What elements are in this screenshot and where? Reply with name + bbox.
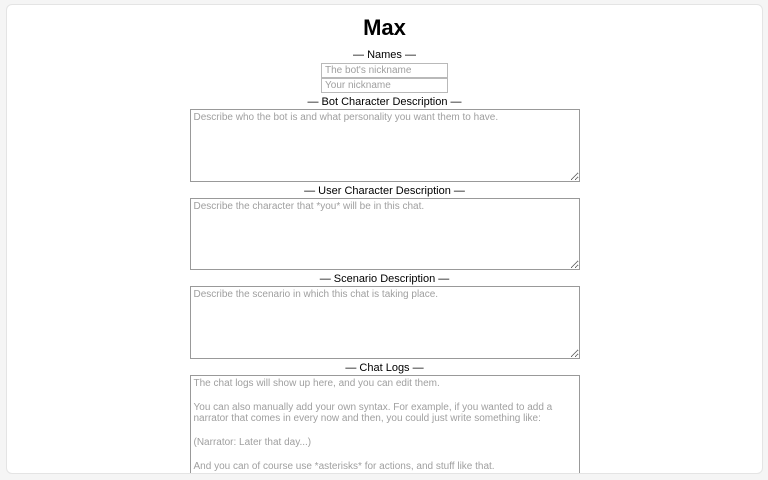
bot-nickname-input[interactable] (321, 63, 448, 78)
scenario-description-textarea[interactable] (190, 286, 580, 359)
app-card (6, 4, 763, 474)
user-nickname-input[interactable] (321, 78, 448, 93)
user-description-legend: — User Character Description — (304, 185, 465, 197)
bot-description-legend: — Bot Character Description — (307, 96, 462, 108)
user-description-textarea[interactable] (190, 198, 580, 270)
page-title: Max (363, 15, 406, 40)
scenario-description-legend: — Scenario Description — (319, 273, 450, 285)
names-section-legend: — Names — (353, 49, 416, 61)
chat-logs-textarea[interactable] (190, 375, 580, 474)
bot-description-textarea[interactable] (190, 109, 580, 182)
chat-logs-legend: — Chat Logs — (345, 362, 424, 374)
